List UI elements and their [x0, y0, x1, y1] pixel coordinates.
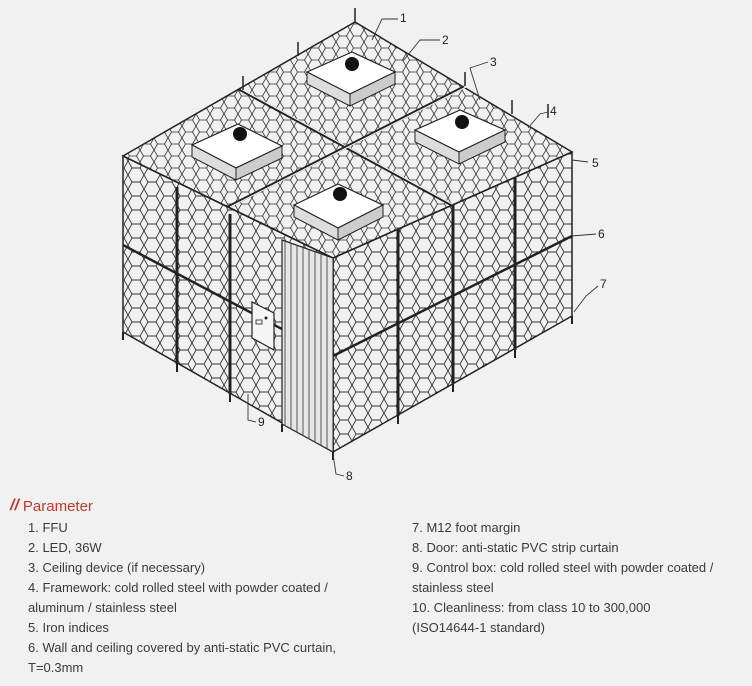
- callout-8: 8: [346, 469, 353, 483]
- callout-6: 6: [598, 227, 605, 241]
- param-line: (ISO14644-1 standard): [412, 620, 545, 635]
- parameter-heading: [10, 497, 93, 515]
- callout-5: 5: [592, 156, 599, 170]
- callout-4: 4: [550, 104, 557, 118]
- param-line: T=0.3mm: [28, 660, 84, 675]
- param-line: 3. Ceiling device (if necessary): [28, 560, 206, 575]
- parameter-heading-text: Parameter: [22, 497, 93, 515]
- callout-2: 2: [442, 33, 449, 47]
- param-line: 4. Framework: cold rolled steel with powder coated /: [28, 580, 328, 595]
- parameter-list-left: [28, 518, 388, 678]
- callout-7: 7: [600, 277, 607, 291]
- param-line: 9. Control box: cold rolled steel with powder coated /: [412, 560, 714, 575]
- param-line: stainless steel: [412, 580, 494, 595]
- param-line: aluminum / stainless steel: [28, 600, 177, 615]
- callout-3: 3: [490, 55, 497, 69]
- callout-1: 1: [400, 11, 407, 25]
- param-line: 8. Door: anti-static PVC strip curtain: [412, 540, 619, 555]
- slash-icon: //: [10, 497, 19, 514]
- parameter-list-right: [412, 518, 747, 638]
- param-line: 6. Wall and ceiling covered by anti-static PVC curtain,: [28, 640, 337, 655]
- param-line: 10. Cleanliness: from class 10 to 300,000: [412, 600, 651, 615]
- param-line: 7. M12 foot margin: [412, 520, 521, 535]
- door-strip-curtain: [282, 240, 333, 452]
- param-line: 2. LED, 36W: [28, 540, 102, 555]
- param-line: 1. FFU: [28, 520, 68, 535]
- param-line: 5. Iron indices: [28, 620, 109, 635]
- callout-9: 9: [258, 415, 265, 429]
